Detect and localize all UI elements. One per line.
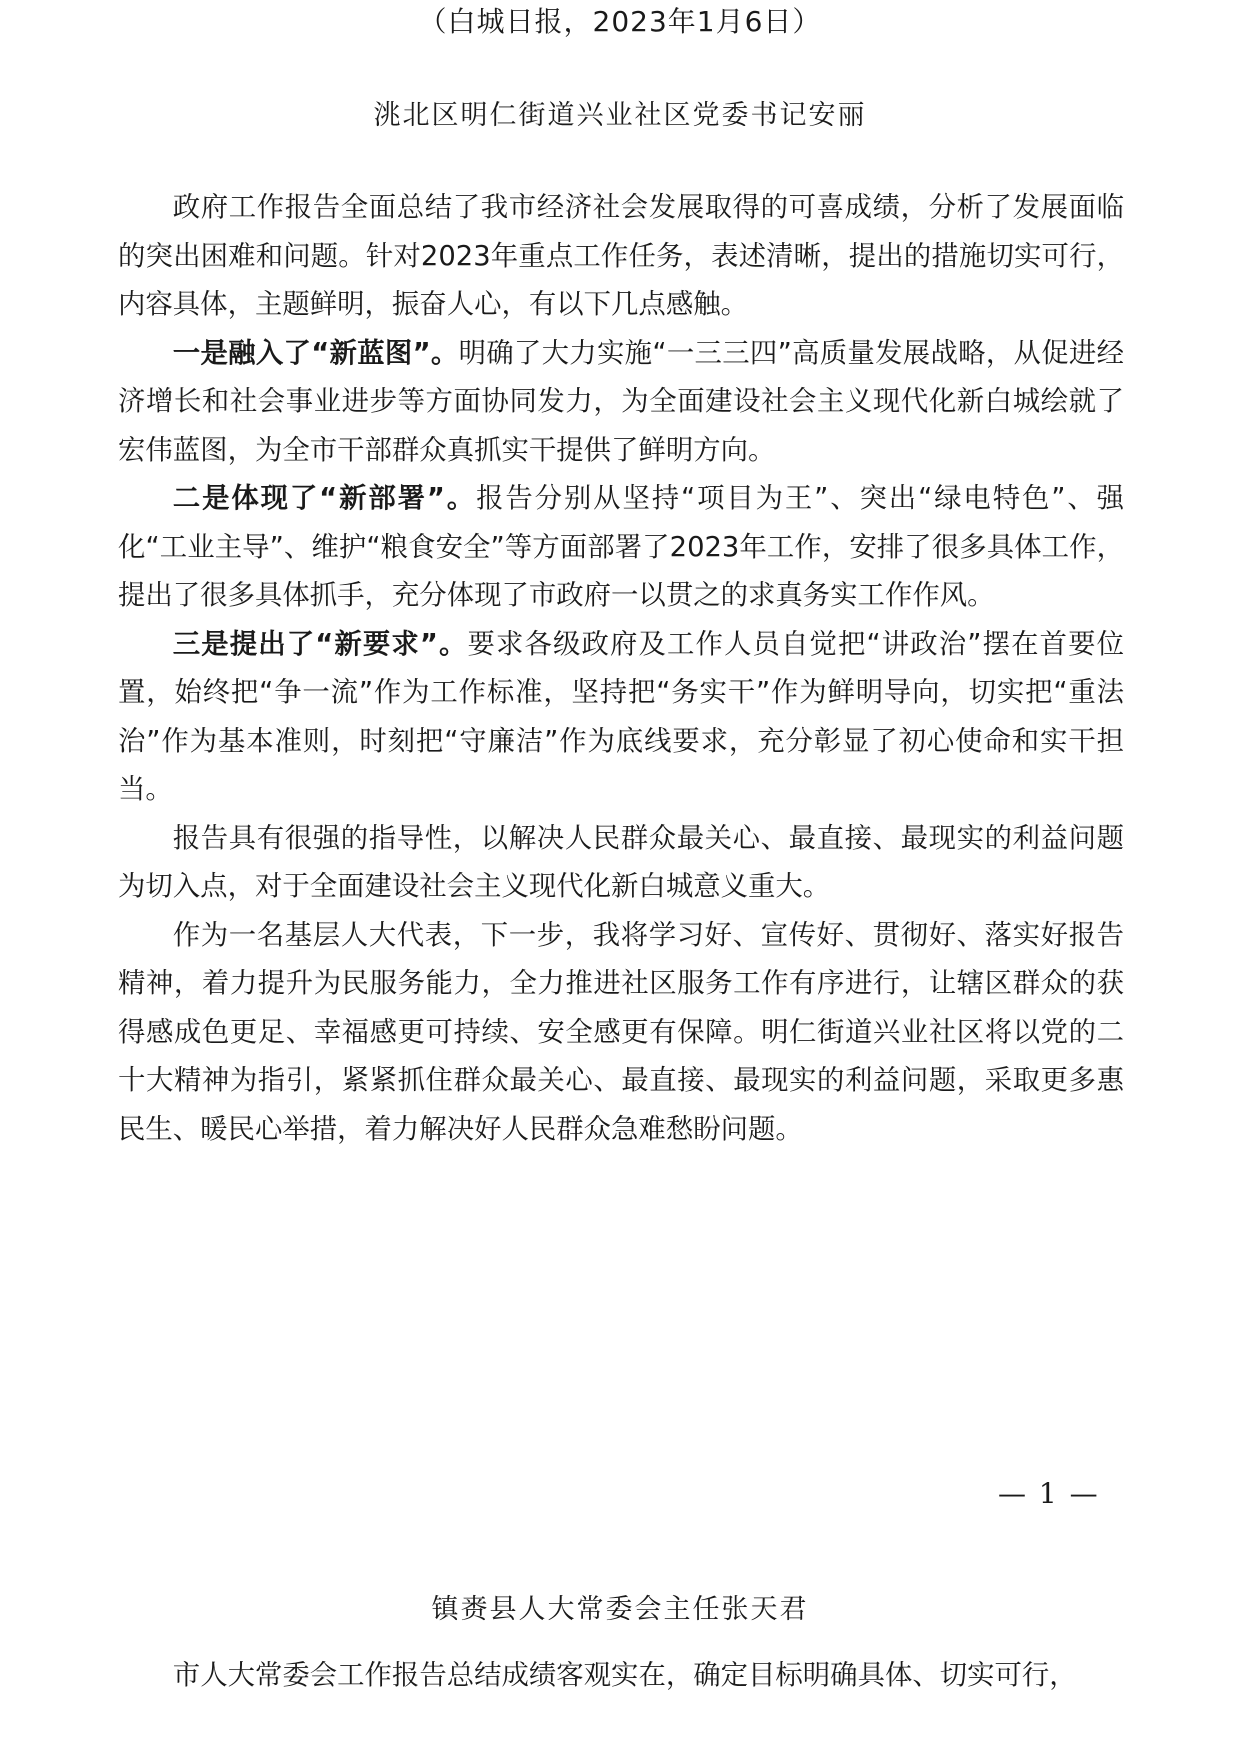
paragraph [118,330,1124,476]
paragraph-text: 市人大常委会工作报告总结成绩客观实在，确定目标明确具体、切实可行， [172,1660,1077,1691]
paragraph [118,475,1124,621]
paragraph-text: 明确了大力实施“一三三四”高质量发展战略，从促进经济增长和社会事业进步等方面协同发力，为全面建设社会主义现代化新白城绘就了宏伟蓝图，为全市干部群众真抓实干提供了鲜明方向。 [118,337,1124,466]
paragraph-text: 作为一名基层人大代表，下一步，我将学习好、宣传好、贯彻好、落实好报告精神，着力提升为民服务能力，全力推进社区服务工作有序进行，让辖区群众的获得感成色更足、幸福感更可持续、安全感更有保障。明仁街道兴业社区将以党的二十大精神为指引，紧紧抓住群众最关心、最直接、最现实的利益问题，采取更多惠民生、暖民心举措，着力解决好人民群众急难愁盼问题。 [118,919,1124,1145]
author-line: 镇赉县人大常委会主任张天君 [431,1594,809,1625]
article-body [118,184,1124,1154]
author-line: 洮北区明仁街道兴业社区党委书记安丽 [373,100,867,131]
paragraph-lead: 三是提出了“新要求”。 [172,628,468,660]
paragraph [118,815,1124,912]
paragraph-text: 报告分别从坚持“项目为王”、突出“绿电特色”、强化“工业主导”、维护“粮食安全”等方面部署了2023年工作，安排了很多具体工作，提出了很多具体抓手，充分体现了市政府一以贯之的求真务实工作作风。 [118,483,1124,611]
paragraph-text: 要求各级政府及工作人员自觉把“讲政治”摆在首要位置，始终把“争一流”作为工作标准，坚持把“务实干”作为鲜明导向，切实把“重法治”作为基本准则，时刻把“守廉洁”作为底线要求，充分彰显了初心使命和实干担当。 [118,628,1124,805]
paragraph-lead: 二是体现了“新部署”。 [172,483,477,514]
paragraph [118,621,1124,815]
paragraph [118,184,1124,330]
paragraph-text: 政府工作报告全面总结了我市经济社会发展取得的可喜成绩，分析了发展面临的突出困难和问题。针对2023年重点工作任务，表述清晰，提出的措施切实可行，内容具体，主题鲜明，振奋人心，有以下几点感触。 [118,192,1124,320]
paragraph [118,912,1124,1155]
paragraph [118,1652,1124,1701]
paragraph-text: 报告具有很强的指导性，以解决人民群众最关心、最直接、最现实的利益问题为切入点，对于全面建设社会主义现代化新白城意义重大。 [118,822,1124,902]
paragraph-lead: 一是融入了“新蓝图”。 [172,337,459,369]
page-number: — 1 — [998,1477,1100,1510]
article-body [118,1652,1124,1701]
source-line: （白城日报，2023年1月6日） [418,5,822,38]
